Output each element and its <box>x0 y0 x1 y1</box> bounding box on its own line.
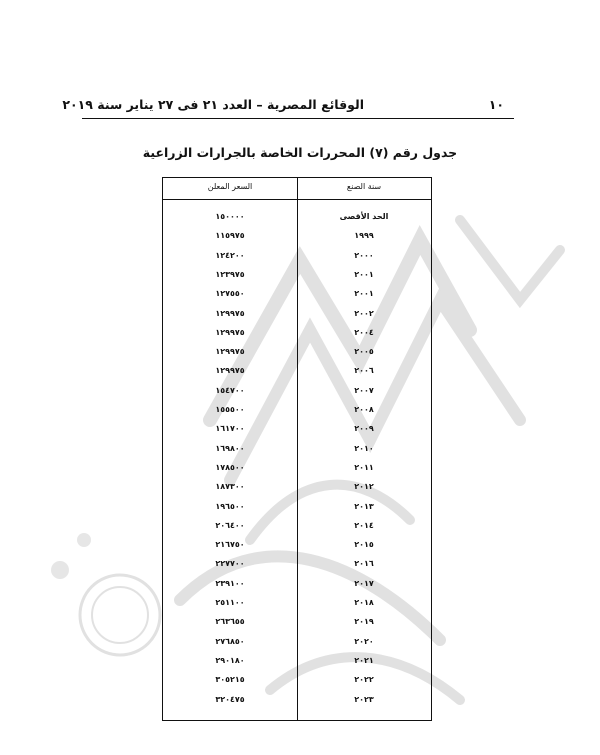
cell-year: ٢٠١٤ <box>354 520 374 530</box>
column-header-year: سنة الصنع <box>346 182 382 191</box>
cell-price: ١٧٨٥٠٠ <box>215 462 245 472</box>
header-divider <box>163 199 431 200</box>
cell-year: ٢٠٠٧ <box>354 385 374 395</box>
cell-price: ٣٠٥٢١٥ <box>215 675 245 685</box>
cell-price: ٢٠٦٤٠٠ <box>215 520 245 530</box>
cell-year: ٢٠٠٥ <box>354 347 374 357</box>
cell-price: ١٢٤٢٠٠ <box>215 250 245 260</box>
cell-year: ٢٠١٢ <box>354 482 374 492</box>
cell-price: ٢٢٧٧٠٠ <box>215 559 245 569</box>
cell-year: ٢٠٠٠ <box>354 250 374 260</box>
cell-year: الحد الأقصى <box>339 212 389 221</box>
cell-price: ١٢٩٩٧٥ <box>215 366 245 376</box>
cell-year: ٢٠٢٠ <box>354 636 374 646</box>
cell-year: ٢٠١٥ <box>354 540 374 550</box>
cell-year: ٢٠٢٢ <box>354 675 374 685</box>
running-header <box>62 94 514 119</box>
cell-price: ١٦١٧٠٠ <box>215 424 245 434</box>
cell-year: ٢٠١٠ <box>354 443 374 453</box>
cell-price: ١١٥٩٧٥ <box>215 231 245 241</box>
page-number: ١٠ <box>488 97 504 112</box>
table-caption: جدول رقم (٧) المحررات الخاصة بالجرارات الزراعية <box>142 145 458 160</box>
column-header-price: السعر المعلن <box>207 182 253 191</box>
running-title: الوقائع المصرية – العدد ٢١ فى ٢٧ يناير سنة ٢٠١٩ <box>62 97 364 112</box>
cell-year: ٢٠١٧ <box>354 578 374 588</box>
tractor-price-table <box>162 177 432 721</box>
cell-price: ١٩٦٥٠٠ <box>215 501 245 511</box>
cell-price: ١٢٩٩٧٥ <box>215 347 245 357</box>
cell-year: ٢٠٢١ <box>354 655 374 665</box>
cell-price: ١٢٩٩٧٥ <box>215 308 245 318</box>
cell-price: ١٢٩٩٧٥ <box>215 327 245 337</box>
cell-year: ٢٠٠١ <box>354 289 374 299</box>
cell-price: ١٢٣٩٧٥ <box>215 269 245 279</box>
cell-year: ٢٠١٨ <box>354 598 374 607</box>
cell-price: ١٦٩٨٠٠ <box>215 443 245 453</box>
cell-price: ٢٦٣٦٥٥ <box>215 617 245 627</box>
cell-price: ٢١٦٧٥٠ <box>215 540 245 550</box>
cell-year: ٢٠٠١ <box>354 269 374 279</box>
cell-year: ٢٠٠٩ <box>354 424 374 434</box>
cell-year: ٢٠٢٣ <box>354 694 374 704</box>
cell-price: ٢٧٦٨٥٠ <box>215 636 245 646</box>
cell-price: ٣٢٠٤٧٥ <box>215 694 245 704</box>
cell-year: ٢٠١٩ <box>354 617 374 627</box>
cell-year: ٢٠١٦ <box>354 559 374 569</box>
cell-price: ١٥٤٧٠٠ <box>215 385 245 395</box>
cell-year: ٢٠١١ <box>354 462 374 472</box>
cell-price: ١٥٠٠٠٠ <box>215 212 245 221</box>
cell-price: ٢٩٠١٨٠ <box>215 655 245 665</box>
cell-year: ٢٠٠٨ <box>354 405 374 414</box>
cell-year: ٢٠٠٤ <box>354 327 374 337</box>
cell-year: ٢٠١٣ <box>354 501 374 511</box>
cell-year: ٢٠٠٢ <box>354 308 374 318</box>
cell-price: ٢٥١١٠٠ <box>215 598 245 607</box>
cell-year: ١٩٩٩ <box>354 231 374 241</box>
cell-price: ٢٣٩١٠٠ <box>215 578 245 588</box>
cell-price: ١٢٧٥٥٠ <box>215 289 245 299</box>
cell-year: ٢٠٠٦ <box>354 366 374 376</box>
cell-price: ١٨٧٣٠٠ <box>215 482 245 492</box>
cell-price: ١٥٥٥٠٠ <box>215 405 245 414</box>
